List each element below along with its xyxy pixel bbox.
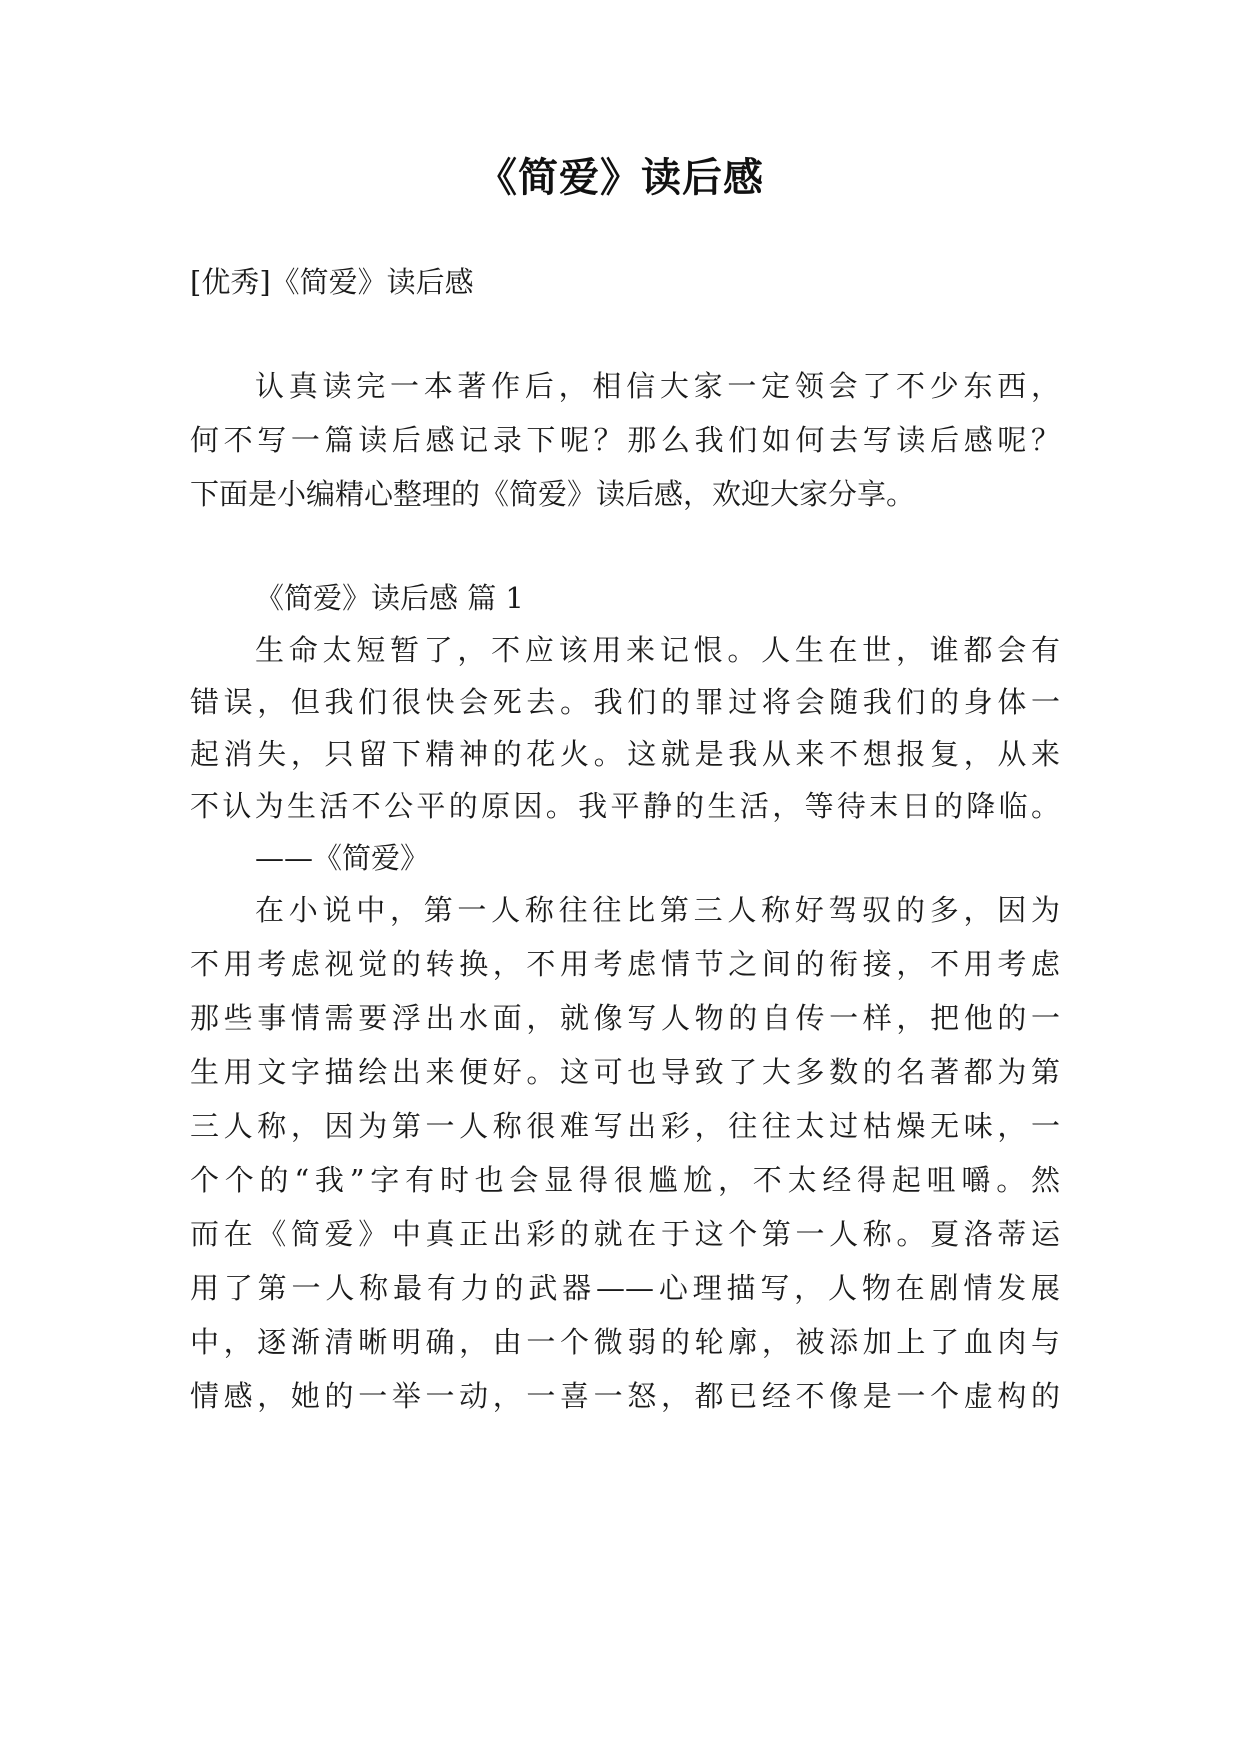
intro-line: 认真读完一本著作后，相信大家一定领会了不少东西，	[255, 369, 1060, 403]
body-line: 而在《简爱》中真正出彩的就在于这个第一人称。夏洛蒂运	[190, 1217, 1060, 1251]
quote-line: 错误，但我们很快会死去。我们的罪过将会随我们的身体一	[190, 685, 1060, 719]
body-line: 三人称，因为第一人称很难写出彩，往往太过枯燥无味，一	[190, 1109, 1060, 1143]
body-line: 用了第一人称最有力的武器——心理描写，人物在剧情发展	[190, 1271, 1060, 1305]
section-heading: 《简爱》读后感 篇 1	[255, 581, 524, 615]
intro-line: 何不写一篇读后感记录下呢？那么我们如何去写读后感呢？	[190, 423, 1060, 457]
quote-line: 不认为生活不公平的原因。我平静的生活，等待末日的降临。	[190, 789, 1060, 823]
body-line: 个个的“我”字有时也会显得很尴尬，不太经得起咀嚼。然	[190, 1163, 1060, 1197]
body-line: 情感，她的一举一动，一喜一怒，都已经不像是一个虚构的	[190, 1379, 1060, 1413]
quote-line: 生命太短暂了，不应该用来记恨。人生在世，谁都会有	[255, 633, 1060, 667]
body-line: 中，逐渐清晰明确，由一个微弱的轮廓，被添加上了血肉与	[190, 1325, 1060, 1359]
quote-line: 起消失，只留下精神的花火。这就是我从来不想报复，从来	[190, 737, 1060, 771]
document-subtitle: [优秀]《简爱》读后感	[190, 265, 474, 299]
quote-source: ——《简爱》	[255, 841, 430, 875]
intro-line: 下面是小编精心整理的《简爱》读后感，欢迎大家分享。	[190, 477, 916, 511]
body-line: 在小说中，第一人称往往比第三人称好驾驭的多，因为	[255, 893, 1060, 927]
body-line: 那些事情需要浮出水面，就像写人物的自传一样，把他的一	[190, 1001, 1060, 1035]
body-line: 不用考虑视觉的转换，不用考虑情节之间的衔接，不用考虑	[190, 947, 1060, 981]
document-title: 《简爱》读后感	[477, 155, 764, 201]
body-line: 生用文字描绘出来便好。这可也导致了大多数的名著都为第	[190, 1055, 1060, 1089]
